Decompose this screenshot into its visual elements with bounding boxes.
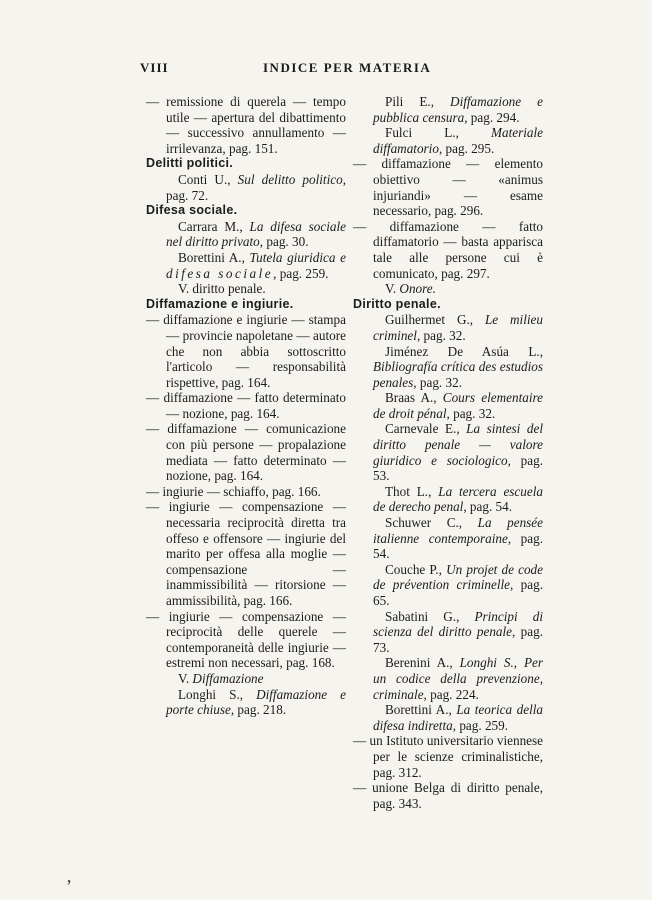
- index-entry: Jiménez De Asúa L., Bibliografía crítica des estudios penales, pag. 32.: [373, 343, 543, 390]
- index-entry: — ingiurie — compensazione — reciprocità delle querele — contemporaneità delle ingiurie — estremi non necessari, pag. 168.: [146, 608, 346, 671]
- index-entry: — un Istituto universitario viennese per le scienze criminalistiche, pag. 312.: [353, 733, 543, 780]
- subject-heading: Diffamazione e ingiurie.: [146, 296, 294, 311]
- index-entry: — ingiurie — schiaffo, pag. 166.: [146, 483, 321, 499]
- index-entry: — ingiurie — compensazione — necessaria reciprocità diretta tra offeso e offensore — ingiurie del marito per offesa alla moglie — compensazione — inammissibilità — ritorsione — ammissibilità, pag. 166.: [146, 499, 346, 608]
- index-entry: Berenini A., Longhi S., Per un codice della prevenzione, criminale, pag. 224.: [373, 655, 543, 702]
- index-entry: — diffamazione — fatto determinato — nozione, pag. 164.: [146, 390, 346, 421]
- index-entry: Borettini A., La teorica della difesa indiretta, pag. 259.: [373, 702, 543, 733]
- index-entry: Borettini A., Tutela giuridica e difesa sociale, pag. 259.: [166, 249, 346, 281]
- see-also: V. Diffamazione: [178, 670, 264, 686]
- index-entry: Carnevale E., La sintesi del diritto penale — valore giuridico e sociologico, pag. 53.: [373, 421, 543, 484]
- index-entry: Fulci L., Materiale diffamatorio, pag. 295.: [373, 125, 543, 156]
- index-entry: — diffamazione — comunicazione con più persone — propalazione mediata — fatto determinato — nozione, pag. 164.: [146, 421, 346, 484]
- index-entry: Longhi S., Diffamazione e porte chiuse, pag. 218.: [166, 686, 346, 718]
- subject-heading: Delitti politici.: [146, 156, 234, 171]
- page-number: VIII: [140, 60, 169, 75]
- index-entry: — diffamazione — fatto diffamatorio — basta apparisca tale alle persone cui è comunicato, pag. 297.: [353, 218, 543, 281]
- index-entry: — unione Belga di diritto penale, pag. 343.: [353, 780, 543, 811]
- running-head: INDICE PER MATERIA: [263, 60, 432, 75]
- see-also: V. diritto penale.: [178, 281, 266, 297]
- index-entry: Schuwer C., La pensée italienne contemporaine, pag. 54.: [373, 515, 544, 562]
- index-entry: Thot L., La tercera escuela de derecho penal, pag. 54.: [373, 483, 543, 515]
- index-entry: — diffamazione — elemento obiettivo — «animus injuriandi» — esame necessario, pag. 296.: [353, 156, 543, 219]
- index-entry: Guilhermet G., Le milieu criminel, pag. 32.: [373, 312, 543, 343]
- index-entry: Carrara M., La difesa sociale nel diritto privato, pag. 30.: [166, 218, 346, 250]
- index-entry: Conti U., Sul delitto politico, pag. 72.: [166, 171, 346, 203]
- index-entry: — remissione di querela — tempo utile — apertura del dibattimento — successivo annullamento — irrilevanza, pag. 151.: [146, 94, 346, 156]
- index-entry: — diffamazione e ingiurie — stampa — provincie napoletane — autore che non abbia sottoscritto l'articolo — responsabilità rispettive, pag. 164.: [146, 312, 346, 390]
- subject-heading: Difesa sociale.: [146, 203, 238, 218]
- index-entry: Pili E., Diffamazione e pubblica censura, pag. 294.: [373, 94, 543, 125]
- left-column: [146, 94, 346, 718]
- right-column: [353, 94, 543, 811]
- index-entry: Sabatini G., Principi di scienza del diritto penale, pag. 73.: [373, 608, 544, 655]
- see-also: V. Onore.: [385, 281, 436, 297]
- index-entry: Braas A., Cours elementaire de droit pénal, pag. 32.: [373, 390, 543, 421]
- subject-heading: Diritto penale.: [353, 296, 441, 311]
- ink-mark: ‚: [66, 866, 72, 886]
- index-entry: Couche P., Un projet de code de prévention criminelle, pag. 65.: [373, 561, 543, 608]
